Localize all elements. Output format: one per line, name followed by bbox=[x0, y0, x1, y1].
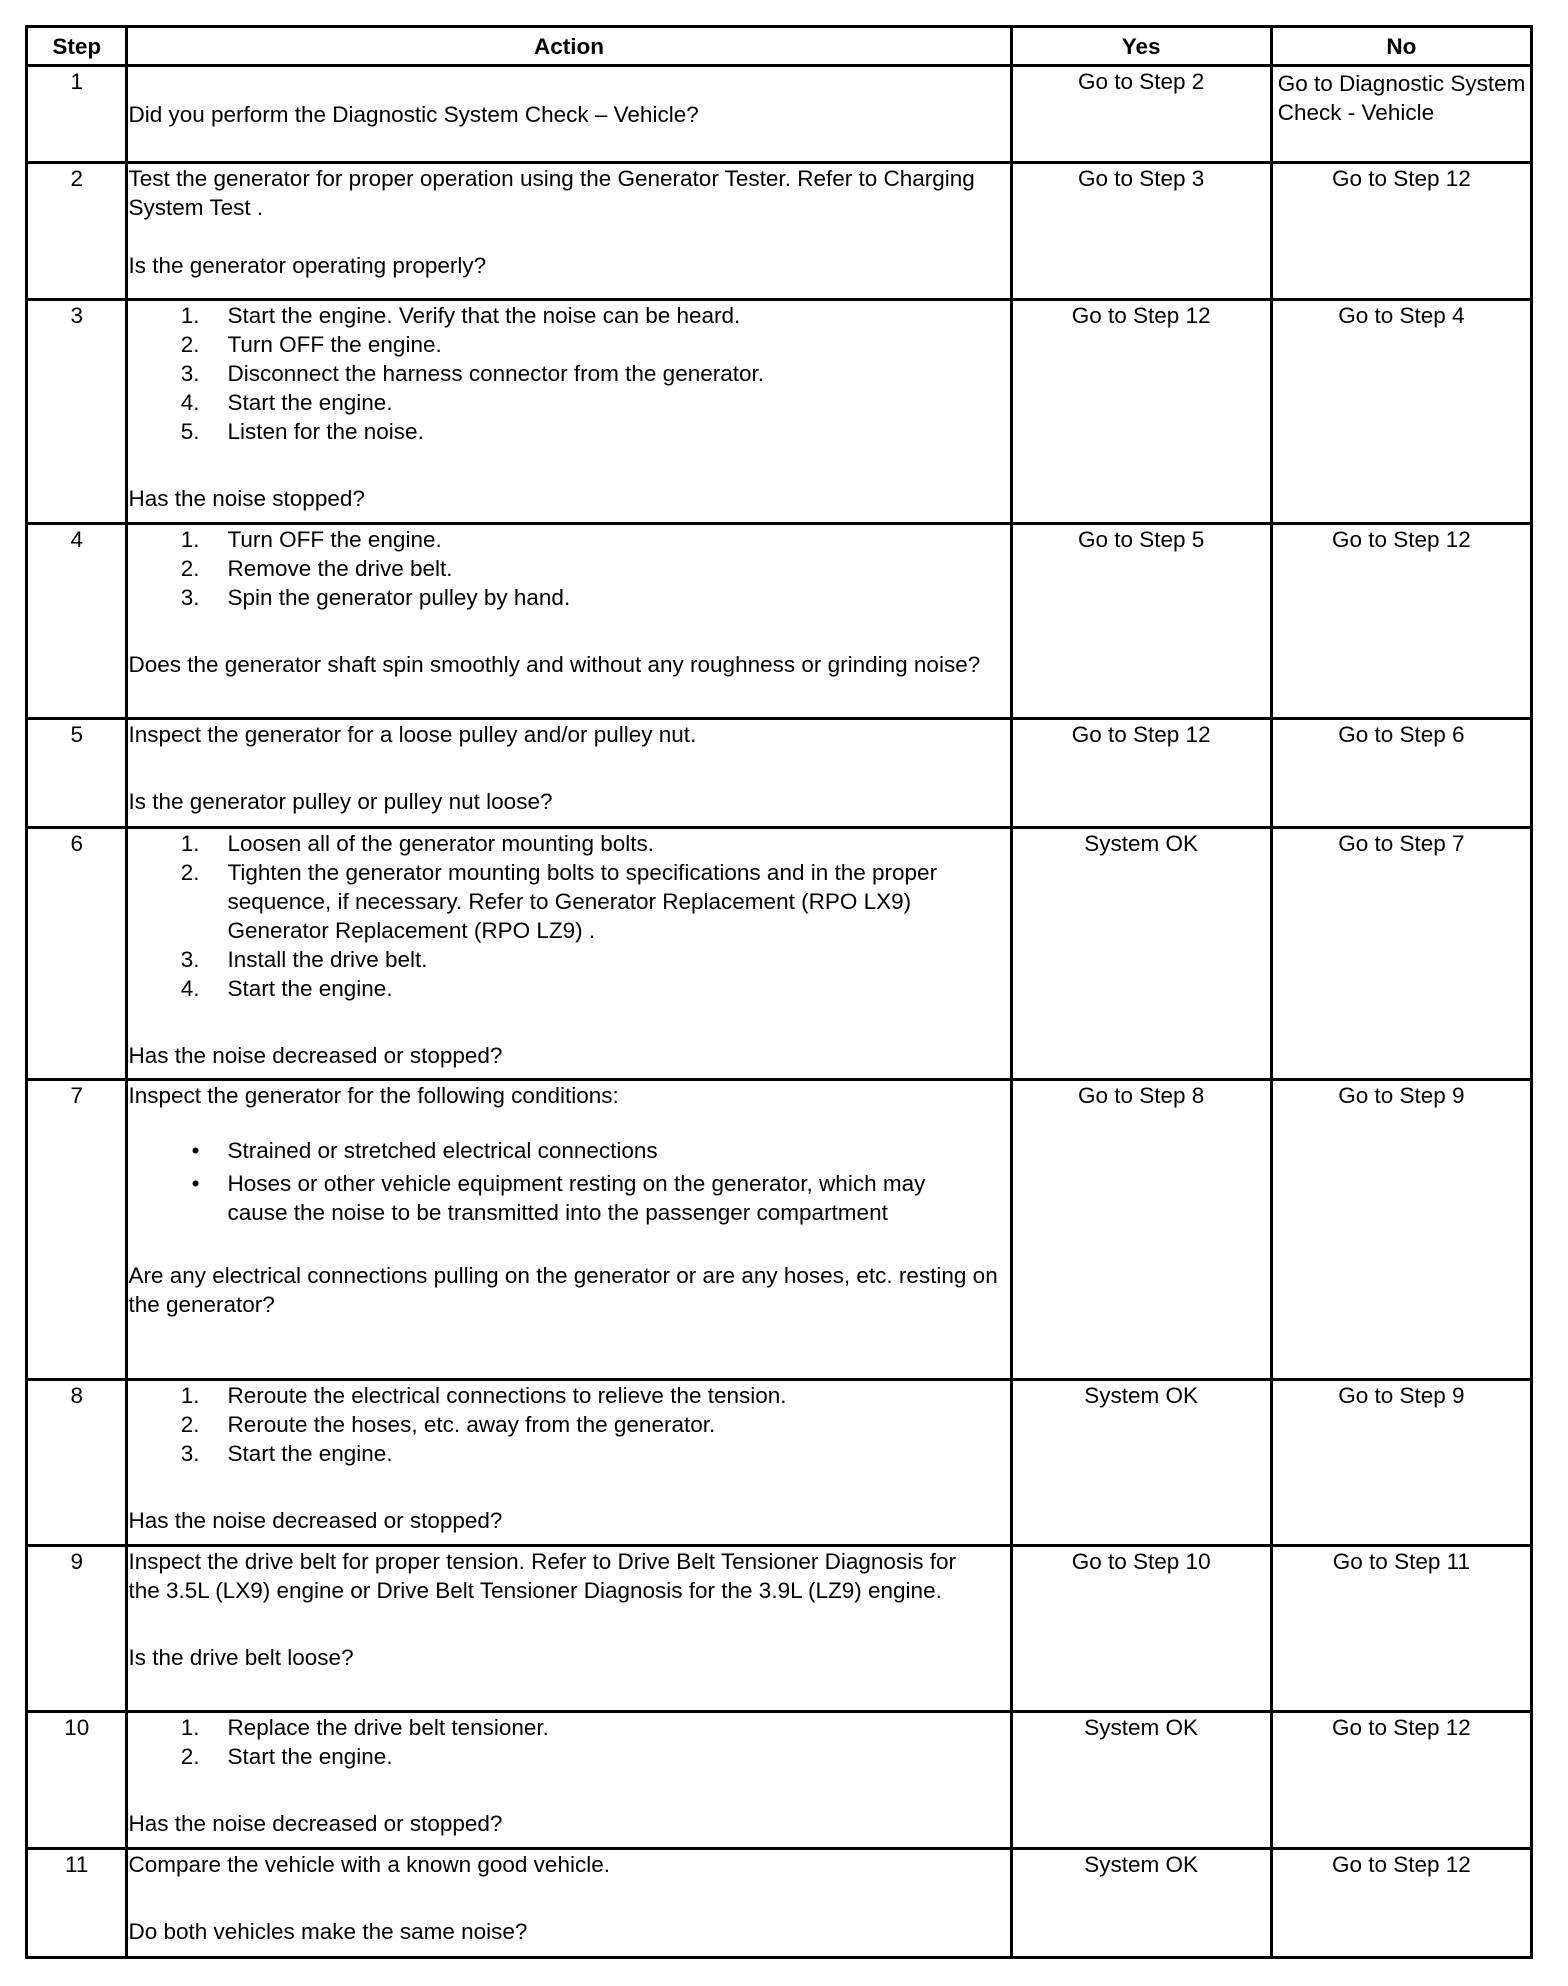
action-cell bbox=[127, 828, 1011, 1080]
list-item: 1. Start the engine. Verify that the noise can be heard. bbox=[180, 303, 741, 328]
list-item: 3. Install the drive belt. bbox=[180, 947, 428, 972]
list-item: 1. Turn OFF the engine. bbox=[180, 527, 442, 552]
yes-cell: Go to Step 10 bbox=[1011, 1546, 1271, 1712]
step-number: 8 bbox=[27, 1380, 127, 1546]
action-steps bbox=[128, 1713, 1009, 1771]
action-intro: Inspect the generator for the following conditions: bbox=[128, 1083, 619, 1108]
table-body bbox=[27, 66, 1532, 1958]
table-row bbox=[27, 1712, 1532, 1849]
step-number: 5 bbox=[27, 719, 127, 828]
yes-cell: Go to Step 5 bbox=[1011, 524, 1271, 719]
no-cell: Go to Step 12 bbox=[1271, 1849, 1531, 1958]
step-number: 9 bbox=[27, 1546, 127, 1712]
list-item: 5. Listen for the noise. bbox=[180, 419, 424, 444]
yes-cell: Go to Step 12 bbox=[1011, 300, 1271, 524]
action-cell bbox=[127, 1849, 1011, 1958]
list-item: 4. Start the engine. bbox=[180, 976, 393, 1001]
table-row bbox=[27, 524, 1532, 719]
no-cell: Go to Step 6 bbox=[1271, 719, 1531, 828]
no-cell: Go to Step 12 bbox=[1271, 163, 1531, 300]
list-item: 2. Remove the drive belt. bbox=[180, 556, 453, 581]
action-cell bbox=[127, 1712, 1011, 1849]
action-cell bbox=[127, 300, 1011, 524]
action-steps bbox=[128, 301, 1009, 446]
list-item: 1. Reroute the electrical connections to relieve the tension. bbox=[180, 1383, 787, 1408]
action-steps bbox=[128, 1381, 1009, 1468]
table-row bbox=[27, 66, 1532, 163]
table-row bbox=[27, 163, 1532, 300]
list-item: 1. Loosen all of the generator mounting bolts. bbox=[180, 831, 654, 856]
step-number: 11 bbox=[27, 1849, 127, 1958]
header-action: Action bbox=[127, 27, 1011, 66]
step-number: 10 bbox=[27, 1712, 127, 1849]
action-question: Is the generator operating properly? bbox=[128, 253, 487, 278]
action-question: Do both vehicles make the same noise? bbox=[128, 1919, 528, 1944]
header-step: Step bbox=[27, 27, 127, 66]
diagnostic-table bbox=[25, 25, 1533, 1959]
action-question: Did you perform the Diagnostic System Check – Vehicle? bbox=[128, 101, 699, 127]
table-row bbox=[27, 1080, 1532, 1380]
table-row bbox=[27, 1849, 1532, 1958]
action-cell bbox=[127, 1546, 1011, 1712]
yes-cell: System OK bbox=[1011, 828, 1271, 1080]
action-cell bbox=[127, 163, 1011, 300]
action-question: Has the noise decreased or stopped? bbox=[128, 1811, 503, 1836]
header-no: No bbox=[1271, 27, 1531, 66]
list-item: • Strained or stretched electrical connections bbox=[191, 1138, 658, 1163]
action-intro: Inspect the generator for a loose pulley and/or pulley nut. bbox=[128, 722, 697, 747]
action-cell bbox=[127, 1080, 1011, 1380]
no-cell: Go to Step 12 bbox=[1271, 524, 1531, 719]
no-cell: Go to Step 11 bbox=[1271, 1546, 1531, 1712]
action-bullets bbox=[128, 1136, 1009, 1227]
list-item: 3. Disconnect the harness connector from the generator. bbox=[180, 361, 765, 386]
action-steps bbox=[128, 829, 1009, 1003]
list-item: 1. Replace the drive belt tensioner. bbox=[180, 1715, 549, 1740]
action-question: Is the generator pulley or pulley nut loose? bbox=[128, 789, 553, 814]
yes-cell: Go to Step 12 bbox=[1011, 719, 1271, 828]
no-cell: Go to Step 4 bbox=[1271, 300, 1531, 524]
action-steps bbox=[128, 525, 1009, 612]
yes-cell: Go to Step 3 bbox=[1011, 163, 1271, 300]
yes-cell: System OK bbox=[1011, 1849, 1271, 1958]
table-row bbox=[27, 719, 1532, 828]
action-question: Has the noise decreased or stopped? bbox=[128, 1043, 503, 1068]
step-number: 7 bbox=[27, 1080, 127, 1380]
no-cell: Go to Step 9 bbox=[1271, 1380, 1531, 1546]
yes-cell: Go to Step 8 bbox=[1011, 1080, 1271, 1380]
action-intro: Test the generator for proper operation using the Generator Tester. Refer to Charging System Test . bbox=[128, 166, 975, 220]
action-question: Does the generator shaft spin smoothly and without any roughness or grinding noise? bbox=[128, 652, 981, 677]
list-item: 2. Turn OFF the engine. bbox=[180, 332, 442, 357]
action-cell bbox=[127, 1380, 1011, 1546]
table-row bbox=[27, 1546, 1532, 1712]
step-number: 2 bbox=[27, 163, 127, 300]
action-intro: Inspect the drive belt for proper tension. Refer to Drive Belt Tensioner Diagnosis for the 3.5L (LX9) engine or Drive Belt Tensioner Diagnosis for the 3.9L (LZ9) engine. bbox=[128, 1549, 956, 1603]
no-cell: Go to Step 7 bbox=[1271, 828, 1531, 1080]
no-cell: Go to Step 12 bbox=[1271, 1712, 1531, 1849]
action-cell bbox=[127, 66, 1011, 163]
list-item: 2. Tighten the generator mounting bolts to specifications and in the proper sequence, if necessary. Refer to Generator Replacement (RPO LX9) Generator Replacement (RPO LZ9) . bbox=[180, 860, 938, 943]
no-cell: Go to Diagnostic System Check - Vehicle bbox=[1271, 66, 1531, 163]
action-cell bbox=[127, 719, 1011, 828]
action-question: Are any electrical connections pulling on the generator or are any hoses, etc. resting on the generator? bbox=[128, 1263, 998, 1317]
no-cell: Go to Step 9 bbox=[1271, 1080, 1531, 1380]
list-item: 2. Start the engine. bbox=[180, 1744, 393, 1769]
step-number: 3 bbox=[27, 300, 127, 524]
action-cell bbox=[127, 524, 1011, 719]
action-intro: Compare the vehicle with a known good vehicle. bbox=[128, 1852, 610, 1877]
step-number: 1 bbox=[27, 66, 127, 163]
table-row bbox=[27, 1380, 1532, 1546]
header-row bbox=[27, 27, 1532, 66]
list-item: 3. Start the engine. bbox=[180, 1441, 393, 1466]
list-item: 2. Reroute the hoses, etc. away from the generator. bbox=[180, 1412, 716, 1437]
step-number: 4 bbox=[27, 524, 127, 719]
yes-cell: System OK bbox=[1011, 1380, 1271, 1546]
list-item: • Hoses or other vehicle equipment resting on the generator, which may cause the noise to be transmitted into the passenger compartment bbox=[191, 1171, 926, 1225]
table-row bbox=[27, 300, 1532, 524]
action-question: Has the noise stopped? bbox=[128, 486, 365, 511]
yes-cell: Go to Step 2 bbox=[1011, 66, 1271, 163]
table-row bbox=[27, 828, 1532, 1080]
header-yes: Yes bbox=[1011, 27, 1271, 66]
action-question: Is the drive belt loose? bbox=[128, 1645, 354, 1670]
list-item: 4. Start the engine. bbox=[180, 390, 393, 415]
action-question: Has the noise decreased or stopped? bbox=[128, 1508, 503, 1533]
yes-cell: System OK bbox=[1011, 1712, 1271, 1849]
step-number: 6 bbox=[27, 828, 127, 1080]
list-item: 3. Spin the generator pulley by hand. bbox=[180, 585, 571, 610]
